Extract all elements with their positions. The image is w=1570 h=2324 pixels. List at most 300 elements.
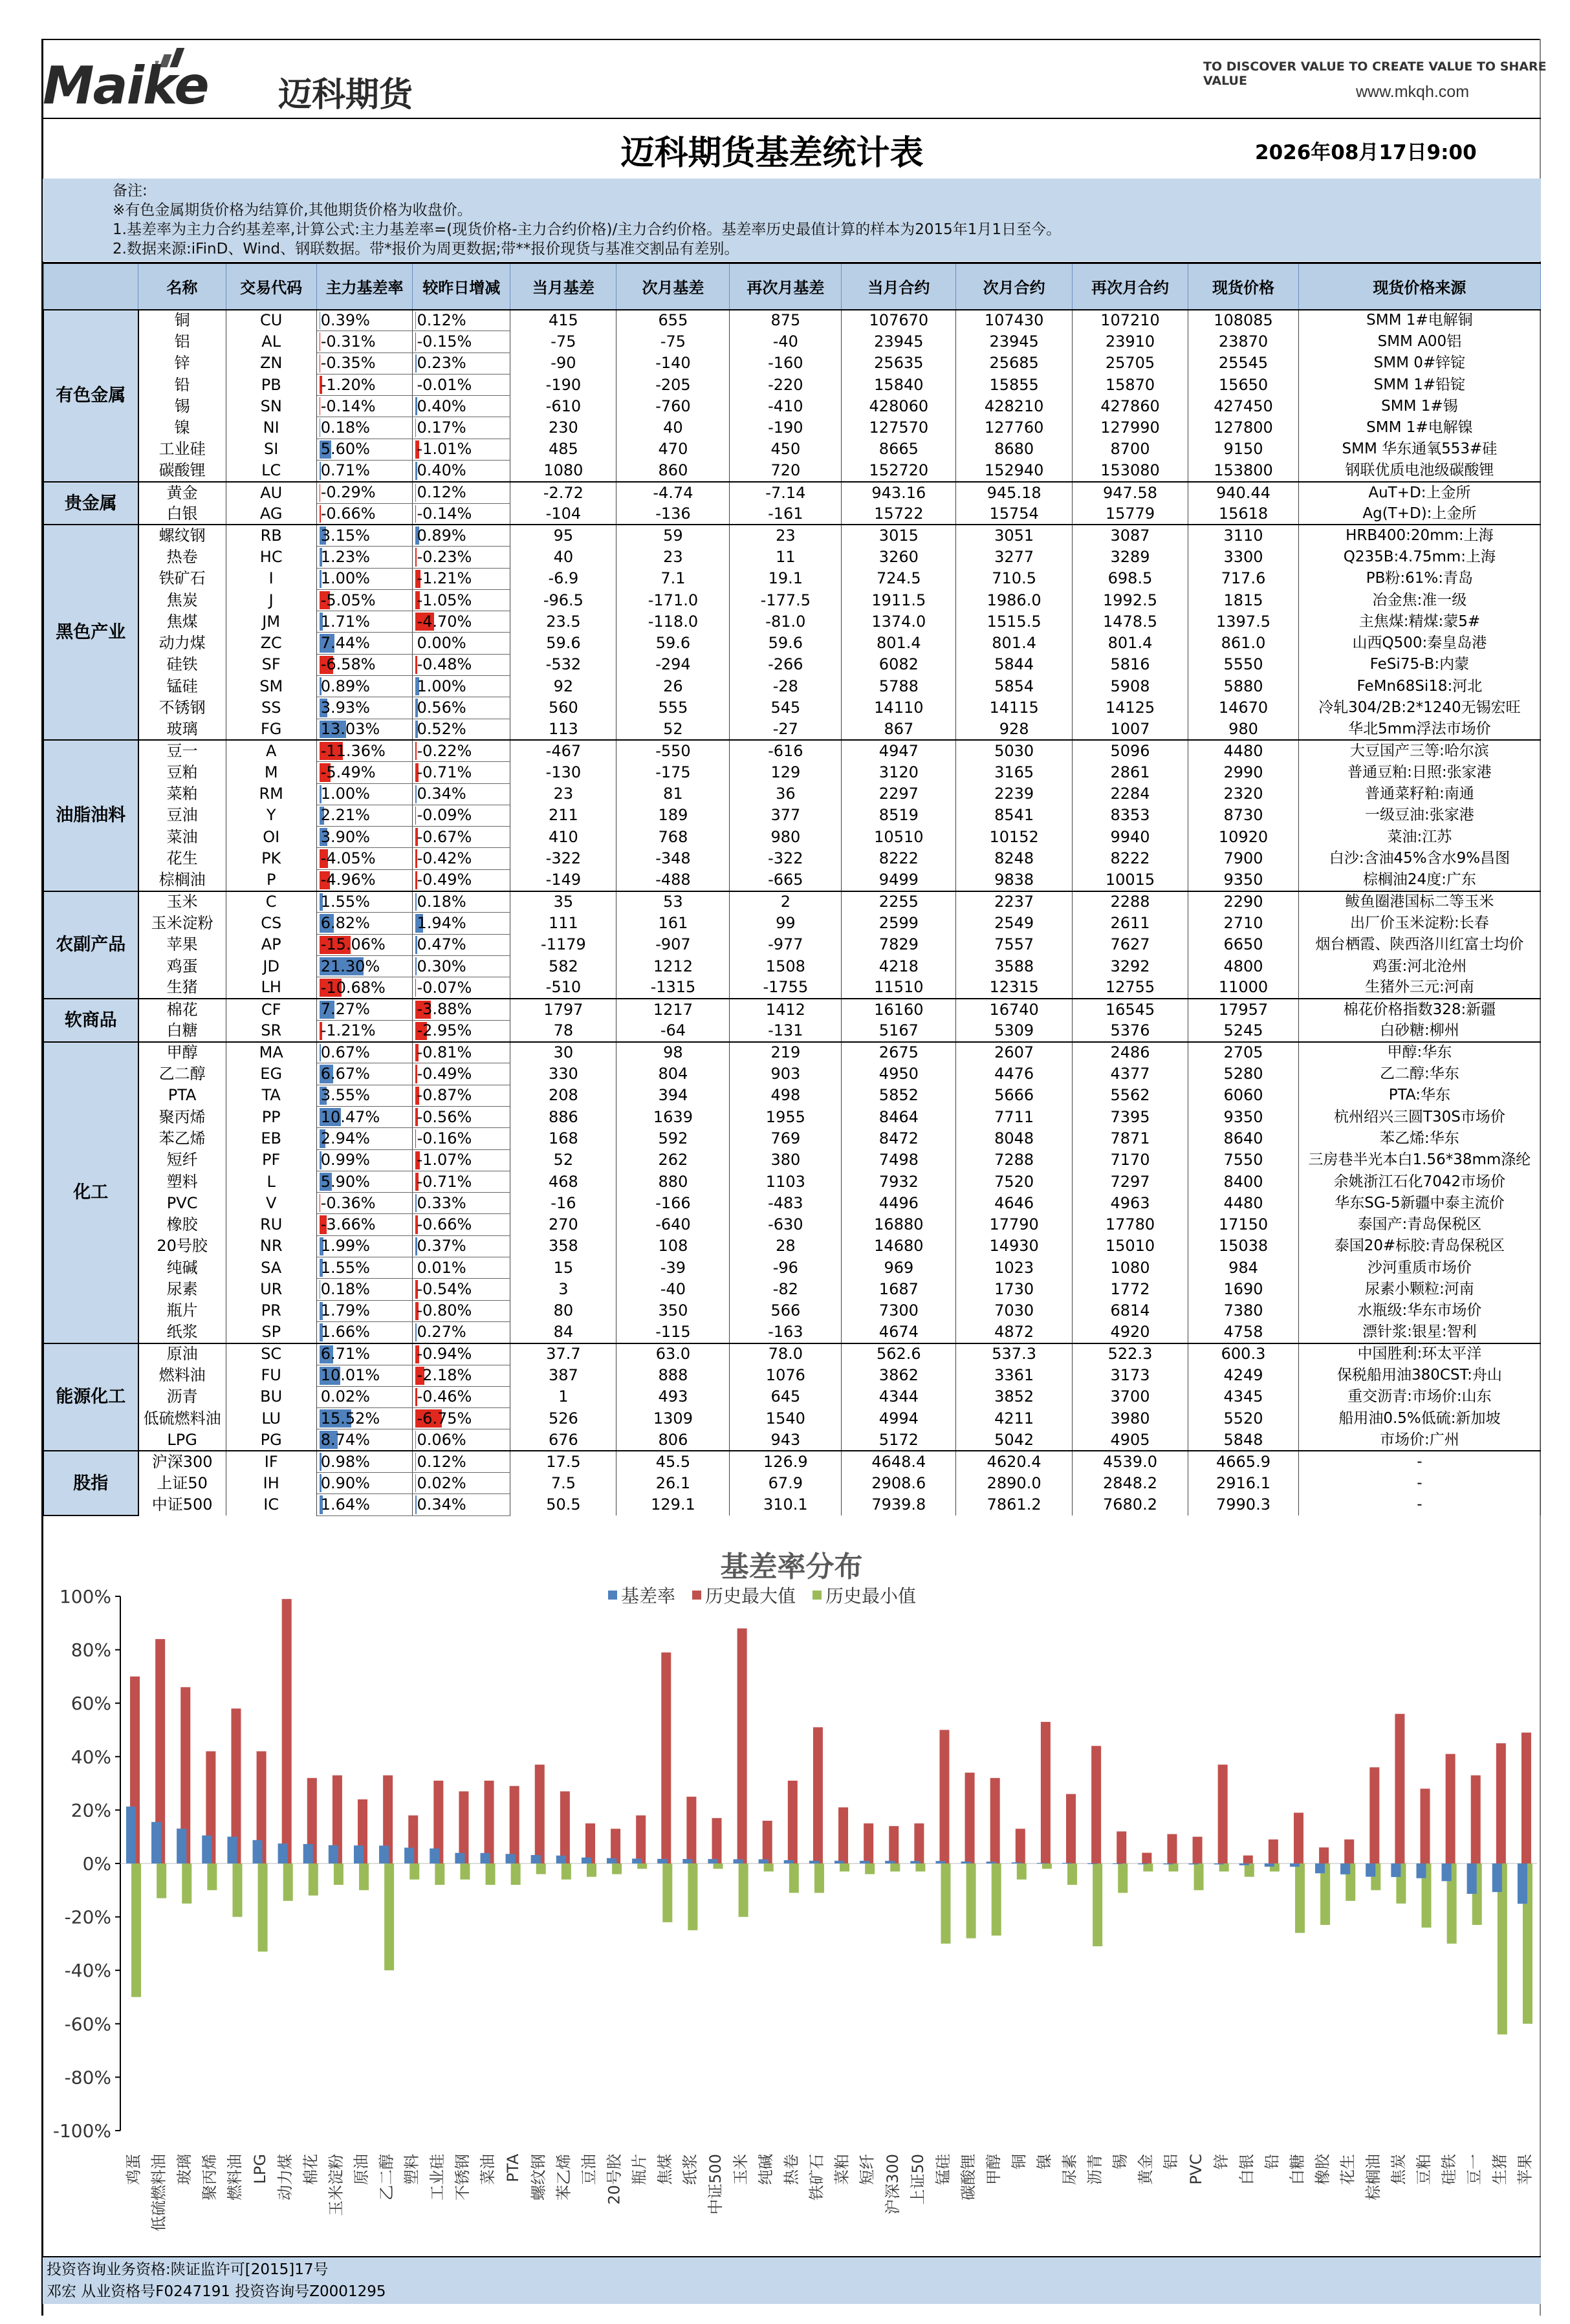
chart-bar-basis [1113,1863,1122,1864]
basis-m1-cell: -16 [510,1193,616,1214]
basis-rate-cell [316,503,413,525]
cell-value: 3.90% [320,827,370,846]
column-header: 交易代码 [226,263,316,310]
table-row [43,762,1541,783]
chart-bar-basis [987,1862,996,1863]
basis-m3-cell: 943 [730,1429,842,1451]
contract-m3-cell: 6814 [1072,1300,1188,1321]
chart-bar-basis [430,1849,439,1863]
spot-price-cell: 2710 [1188,913,1299,934]
contract-m3-cell: 15779 [1072,503,1188,525]
chart-bar-basis [379,1845,389,1863]
cell-value: -0.94% [417,1345,472,1363]
daily-change-cell [413,1279,510,1300]
chart-bar-min [714,1863,723,1869]
spot-source-cell: 泰国产:青岛保税区 [1298,1214,1540,1235]
basis-rate-cell [316,762,413,783]
basis-m1-cell: 15 [510,1257,616,1279]
x-tick-label: 原油 [352,2154,371,2185]
column-header: 再次月合约 [1072,263,1188,310]
contract-m1-cell: 1911.5 [842,589,956,611]
daily-change-cell [413,869,510,891]
chart-bar-max [1066,1794,1076,1863]
basis-m1-cell: 415 [510,310,616,331]
table-row [43,697,1541,719]
x-tick-label: 白银 [1237,2154,1256,2185]
chart-bar-max [485,1781,494,1863]
cell-value: -1.20% [320,375,376,394]
basis-m2-cell: 63.0 [616,1343,730,1365]
spot-source-cell: 菜油:江苏 [1298,827,1540,848]
basis-m1-cell: 526 [510,1408,616,1429]
chart-bar-max [585,1823,595,1863]
table-row [43,1321,1541,1343]
contract-m1-cell: 107670 [842,310,956,331]
x-tick-label: 花生 [1338,2154,1357,2185]
basis-m3-cell: 1103 [730,1171,842,1192]
chart-bar-min [688,1863,697,1930]
basis-rate-cell [316,439,413,460]
chart-bar-min [334,1863,343,1885]
basis-m3-cell: 23 [730,525,842,546]
table-row [43,783,1541,805]
cell-value: 0.67% [320,1043,370,1061]
chart-bar-basis [253,1840,263,1863]
contract-m2-cell: 23945 [956,331,1072,353]
contract-m2-cell: 1023 [956,1257,1072,1279]
contract-m3-cell: 801.4 [1072,633,1188,654]
spot-price-cell: 3110 [1188,525,1299,546]
basis-m1-cell: 676 [510,1429,616,1451]
chart-bar-min [232,1863,242,1917]
cell-value: -10.68% [320,978,386,997]
basis-m1-cell: 208 [510,1085,616,1106]
contract-m3-cell: 8353 [1072,805,1188,826]
code-cell: FU [226,1365,316,1386]
x-tick-label: 焦煤 [655,2154,674,2185]
code-cell: M [226,762,316,783]
basis-m1-cell: 330 [510,1063,616,1085]
code-cell: BU [226,1386,316,1407]
basis-rate-cell [316,1235,413,1257]
product-name-cell: 花生 [138,848,226,869]
chart-bar-basis [1340,1863,1350,1874]
product-name-cell: 菜油 [138,827,226,848]
chart-bar-max [1369,1767,1379,1863]
spot-price-cell: 1815 [1188,589,1299,611]
basis-m1-cell: -190 [510,374,616,395]
code-cell: A [226,740,316,761]
chart-bar-min [536,1863,546,1874]
chart-bar-min [283,1863,293,1901]
basis-m2-cell: 45.5 [616,1451,730,1472]
contract-m1-cell: 8472 [842,1128,956,1149]
contract-m2-cell: 4211 [956,1408,1072,1429]
chart-bar-max [864,1823,873,1863]
basis-rate-cell [316,1451,413,1472]
contract-m3-cell: 7297 [1072,1171,1188,1192]
product-name-cell: 白糖 [138,1020,226,1041]
contract-m1-cell: 428060 [842,396,956,417]
basis-m3-cell: -27 [730,719,842,740]
table-row [43,1343,1541,1365]
contract-m2-cell: 7711 [956,1106,1072,1127]
basis-m2-cell: -136 [616,503,730,525]
legend-label: 基差率 [621,1585,676,1607]
product-name-cell: 碳酸锂 [138,461,226,482]
contract-m1-cell: 9499 [842,869,956,891]
basis-m2-cell: -39 [616,1257,730,1279]
cell-value: 0.00% [417,634,466,653]
code-cell: L [226,1171,316,1192]
basis-m3-cell: 1076 [730,1365,842,1386]
cell-value: 10.47% [320,1107,380,1126]
chart-bar-basis [1391,1863,1401,1877]
contract-m2-cell: 5666 [956,1085,1072,1106]
basis-m1-cell: 80 [510,1300,616,1321]
y-tick-label: 40% [71,1746,111,1768]
chart-bar-max [459,1791,468,1863]
basis-m1-cell: 78 [510,1020,616,1041]
chart-bar-max [1421,1788,1430,1863]
group-label: 软商品 [43,999,138,1042]
x-tick-label: 乙二醇 [377,2154,396,2200]
basis-m3-cell: -81.0 [730,611,842,633]
basis-m3-cell: -40 [730,331,842,353]
table-row [43,1408,1541,1429]
spot-source-cell: HRB400:20mm:上海 [1298,525,1540,546]
daily-change-cell [413,1214,510,1235]
chart-bar-min [1194,1863,1204,1890]
table-row [43,827,1541,848]
basis-m1-cell: -75 [510,331,616,353]
contract-m2-cell: 2890.0 [956,1473,1072,1494]
product-name-cell: 鸡蛋 [138,955,226,977]
contract-m2-cell: 8048 [956,1128,1072,1149]
table-row [43,955,1541,977]
contract-m1-cell: 152720 [842,461,956,482]
chart-bar-max [1218,1765,1228,1863]
spot-price-cell: 6060 [1188,1085,1299,1106]
product-name-cell: 原油 [138,1343,226,1365]
table-row [43,396,1541,417]
daily-change-cell [413,697,510,719]
x-tick-label: 菜油 [479,2154,497,2185]
cell-value: 5.60% [320,440,370,459]
chart-bar-min [511,1863,521,1885]
cell-value: -0.66% [417,1215,472,1234]
table-row [43,589,1541,611]
spot-price-cell: 5280 [1188,1063,1299,1085]
x-tick-label: 沪深300 [883,2154,902,2215]
basis-m2-cell: -166 [616,1193,730,1214]
contract-m2-cell: 3588 [956,955,1072,977]
table-row [43,1149,1541,1171]
contract-m1-cell: 23945 [842,331,956,353]
basis-m2-cell: -175 [616,762,730,783]
basis-m3-cell: 720 [730,461,842,482]
daily-change-cell [413,1128,510,1149]
footer-license: 投资咨询业务资格:陕证监许可[2015]17号 [47,2261,329,2278]
product-name-cell: 塑料 [138,1171,226,1192]
chart-bar-min [865,1863,875,1874]
note-line: 备注: [113,182,147,199]
contract-m3-cell: 3980 [1072,1408,1188,1429]
x-tick-label: 铁矿石 [807,2154,826,2200]
product-name-cell: 20号胶 [138,1235,226,1257]
contract-m3-cell: 2848.2 [1072,1473,1188,1494]
spot-price-cell: 7900 [1188,848,1299,869]
contract-m2-cell: 3361 [956,1365,1072,1386]
code-cell: RU [226,1214,316,1235]
spot-price-cell: 2705 [1188,1042,1299,1063]
cell-value: -0.31% [320,332,376,351]
code-cell: JM [226,611,316,633]
spot-source-cell: 苯乙烯:华东 [1298,1128,1540,1149]
spot-source-cell: SMM 1#锡 [1298,396,1540,417]
chart-bar-min [1219,1863,1229,1871]
daily-change-cell [413,310,510,331]
contract-m2-cell: 4620.4 [956,1451,1072,1472]
basis-m1-cell: -6.9 [510,568,616,589]
contract-m1-cell: 10510 [842,827,956,848]
spot-source-cell: Ag(T+D):上金所 [1298,503,1540,525]
x-tick-label: 上证50 [908,2154,927,2205]
code-cell: EG [226,1063,316,1085]
cell-value: 7.44% [320,634,370,653]
chart-bar-max [838,1807,848,1863]
spot-price-cell: 5550 [1188,654,1299,675]
cell-value: 0.52% [417,720,466,739]
chart-bar-min [1042,1863,1052,1869]
contract-m3-cell: 8222 [1072,848,1188,869]
cell-value: -0.07% [417,978,472,997]
basis-rate-cell [316,353,413,374]
code-cell: SM [226,676,316,697]
daily-change-cell [413,999,510,1020]
basis-m1-cell: 168 [510,1128,616,1149]
contract-m1-cell: 4218 [842,955,956,977]
x-tick-label: 铝 [1161,2154,1180,2169]
cell-value: 1.79% [320,1301,370,1320]
daily-change-cell [413,934,510,955]
basis-rate-cell [316,977,413,999]
basis-m1-cell: 40 [510,547,616,568]
basis-m3-cell: 450 [730,439,842,460]
contract-m3-cell: 7871 [1072,1128,1188,1149]
daily-change-cell [413,848,510,869]
chart-bar-basis [1012,1862,1021,1863]
basis-m3-cell: -220 [730,374,842,395]
basis-rate-cell [316,1494,413,1515]
product-name-cell: 苯乙烯 [138,1128,226,1149]
cell-value: -0.71% [417,1172,472,1191]
basis-m1-cell: 387 [510,1365,616,1386]
basis-m3-cell: -160 [730,353,842,374]
cell-value: 0.30% [417,957,466,975]
spot-source-cell: SMM 0#锌锭 [1298,353,1540,374]
spot-source-cell: 船用油0.5%低硫:新加坡 [1298,1408,1540,1429]
spot-source-cell: 山西Q500:秦皇岛港 [1298,633,1540,654]
contract-m3-cell: 1992.5 [1072,589,1188,611]
basis-rate-cell [316,417,413,439]
basis-m3-cell: 980 [730,827,842,848]
code-cell: TA [226,1085,316,1106]
contract-m3-cell: 2288 [1072,891,1188,913]
cell-value: 0.39% [320,310,370,329]
code-cell: RM [226,783,316,805]
basis-m2-cell: 493 [616,1386,730,1407]
x-tick-label: 20号胶 [605,2154,624,2205]
daily-change-cell [413,1451,510,1472]
basis-m3-cell: -82 [730,1279,842,1300]
spot-source-cell: 乙二醇:华东 [1298,1063,1540,1085]
code-cell: AP [226,934,316,955]
code-cell: IH [226,1473,316,1494]
column-header: 次月基差 [616,263,730,310]
chart-bar-basis [1518,1863,1527,1904]
cell-value: -0.22% [417,741,472,760]
basis-rate-cell [316,676,413,697]
table-row [43,1365,1541,1386]
table-row [43,805,1541,826]
website-link[interactable]: www.mkqh.com [1356,83,1470,101]
contract-m1-cell: 25635 [842,353,956,374]
product-name-cell: 豆一 [138,740,226,761]
spot-source-cell: 市场价:广州 [1298,1429,1540,1451]
chart-bar-max [1016,1829,1025,1863]
column-header: 现货价格来源 [1298,263,1540,310]
cell-value: -2.18% [417,1366,472,1385]
daily-change-cell [413,783,510,805]
basis-rate-cell [316,1042,413,1063]
chart-bar-max [939,1730,949,1864]
basis-m1-cell: -322 [510,848,616,869]
cell-value: -1.21% [417,569,472,588]
x-tick-label: 锡 [1111,2154,1129,2169]
code-cell: AU [226,482,316,503]
contract-m2-cell: 127760 [956,417,1072,439]
x-tick-label: 不锈钢 [453,2154,472,2200]
basis-m1-cell: -130 [510,762,616,783]
spot-source-cell: 白沙:含油45%含水9%昌图 [1298,848,1540,869]
basis-m2-cell: -640 [616,1214,730,1235]
chart-bar-basis [1315,1863,1325,1873]
chart-bar-min [840,1863,849,1871]
product-name-cell: 焦煤 [138,611,226,633]
basis-m1-cell: 468 [510,1171,616,1192]
contract-m2-cell: 8680 [956,439,1072,460]
note-line: 2.数据来源:iFinD、Wind、钢联数据。带*报价为周更数据;带**报价现货与基准交割品有差别。 [113,241,739,257]
basis-m2-cell: -205 [616,374,730,395]
notes-box [43,179,1541,261]
product-name-cell: 镍 [138,417,226,439]
basis-m3-cell: 377 [730,805,842,826]
spot-price-cell: 108085 [1188,310,1299,331]
basis-m2-cell: 1309 [616,1408,730,1429]
x-tick-label: 橡胶 [1313,2154,1332,2185]
product-name-cell: 黄金 [138,482,226,503]
basis-m1-cell: 1080 [510,461,616,482]
cell-value: -0.35% [320,354,376,373]
table-row [43,1042,1541,1063]
spot-price-cell: 14670 [1188,697,1299,719]
table-row [43,1063,1541,1085]
contract-m3-cell: 5816 [1072,654,1188,675]
spot-source-cell: 水瓶级:华东市场价 [1298,1300,1540,1321]
daily-change-cell [413,1429,510,1451]
basis-rate-cell [316,1300,413,1321]
basis-m3-cell: 1508 [730,955,842,977]
x-tick-label: 碳酸锂 [959,2154,978,2200]
cell-value: 0.23% [417,354,466,373]
cell-value: 0.01% [417,1258,466,1277]
daily-change-cell [413,461,510,482]
group-label: 贵金属 [43,482,138,525]
report-title-text: 迈科期货基差统计表 [620,134,924,173]
spot-price-cell: 8400 [1188,1171,1299,1192]
basis-m1-cell: 1797 [510,999,616,1020]
basis-m2-cell: 189 [616,805,730,826]
basis-m3-cell: -977 [730,934,842,955]
chart-bar-basis [734,1860,743,1863]
table-row [43,1128,1541,1149]
y-tick-label: -20% [64,1906,111,1928]
spot-price-cell: 2916.1 [1188,1473,1299,1494]
contract-m1-cell: 5852 [842,1085,956,1106]
contract-m1-cell: 8519 [842,805,956,826]
contract-m2-cell: 25685 [956,353,1072,374]
spot-price-cell: 4665.9 [1188,1451,1299,1472]
chart-bar-basis [1189,1863,1199,1864]
basis-m2-cell: -64 [616,1020,730,1041]
contract-m1-cell: 8464 [842,1106,956,1127]
product-name-cell: 沥青 [138,1386,226,1407]
contract-m1-cell: 16880 [842,1214,956,1235]
cell-value: 3.93% [320,698,370,717]
product-name-cell: 玉米淀粉 [138,913,226,934]
contract-m3-cell: 3289 [1072,547,1188,568]
contract-m3-cell: 1772 [1072,1279,1188,1300]
code-cell: JD [226,955,316,977]
contract-m2-cell: 9838 [956,869,1072,891]
contract-m3-cell: 7170 [1072,1149,1188,1171]
chart-bar-max [1091,1746,1101,1863]
contract-m1-cell: 3260 [842,547,956,568]
spot-price-cell: 5880 [1188,676,1299,697]
contract-m2-cell: 2237 [956,891,1072,913]
contract-m1-cell: 7932 [842,1171,956,1192]
chart-bar-max [1294,1813,1303,1863]
basis-m2-cell: 470 [616,439,730,460]
chart-bar-max [1243,1856,1253,1863]
code-cell: SC [226,1343,316,1365]
contract-m3-cell: 8700 [1072,439,1188,460]
basis-rate-cell [316,869,413,891]
chart-bar-basis [329,1845,338,1863]
contract-m2-cell: 12315 [956,977,1072,999]
basis-m3-cell: -177.5 [730,589,842,611]
chart-bar-min [182,1863,191,1904]
basis-m3-cell: -266 [730,654,842,675]
table-row [43,482,1541,503]
basis-rate-cell [316,633,413,654]
spot-source-cell: 钢联优质电池级碳酸锂 [1298,461,1540,482]
table-row [43,633,1541,654]
basis-m2-cell: 108 [616,1235,730,1257]
contract-m1-cell: 11510 [842,977,956,999]
daily-change-cell [413,1386,510,1407]
